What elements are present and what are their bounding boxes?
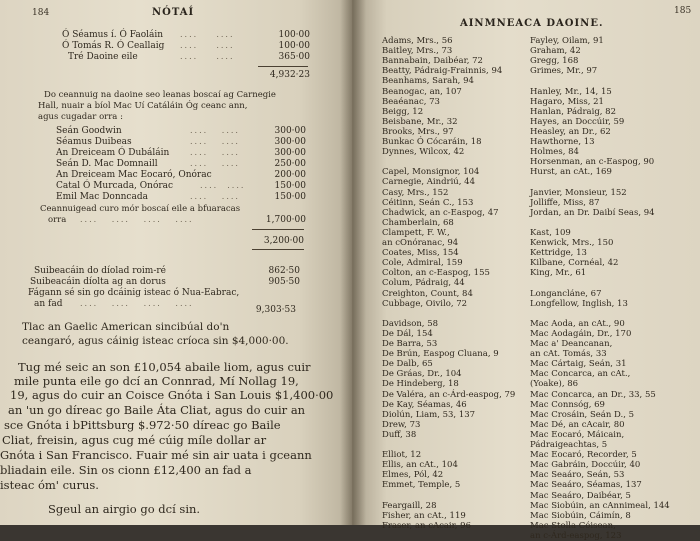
index-entry: Kast, 109 (530, 227, 571, 238)
index-entry: Coates, Miss, 154 (382, 248, 459, 259)
index-entry: Gregg, 168 (530, 56, 579, 67)
subs-line: Fágann sé sin go dcáinig isteac ó Nua-Eabrac, (28, 288, 240, 298)
index-entry: Hayes, an Doccúir, 59 (530, 116, 625, 127)
para-line: Hall, nuair a bíol Mac Uí Catáláin Óg ceanc ann, (38, 101, 248, 111)
index-entry: Fisher, an cAt., 119 (382, 510, 466, 521)
box-amount: 150·00 (274, 181, 306, 191)
top-list-amount: 365·00 (278, 52, 310, 62)
box-note: Ceannuigead curo mór boscaí eile a bfuaracas (40, 204, 241, 214)
index-entry: Casy, Mrs., 152 (382, 187, 449, 198)
index-entry: Mac Aoda, an cAt., 90 (530, 318, 625, 329)
gaelic-american-line: Tlac an Gaelic American sincibúal do'n (22, 321, 230, 333)
index-entry: (Yoake), 86 (530, 379, 579, 390)
index-entry: Elliot, 12 (382, 450, 422, 461)
leader-dots: .... .... (190, 192, 240, 201)
index-entry: Chamberlain, 68 (382, 217, 454, 228)
index-entry: De Dál, 154 (382, 328, 433, 339)
index-entry: Mac Siobúin, Cáimín, 8 (530, 510, 631, 521)
index-entry: Graham, 42 (530, 46, 581, 57)
index-entry: De Valéra, an c-Árd-easpog, 79 (382, 389, 516, 400)
index-entry: Mac Seaáro, Seán, 53 (530, 470, 625, 481)
box-amount: 200·00 (274, 170, 306, 180)
index-entry: Jolliffe, Miss, 87 (530, 197, 600, 208)
index-entry: Céitinn, Seán C., 153 (382, 197, 474, 208)
para-line: Do ceannuig na daoine seo leanas boscaí ag Carnegie (44, 90, 276, 100)
index-entry: Jordan, an Dr. Daibí Seas, 94 (530, 207, 655, 218)
index-entry: De Barra, 53 (382, 339, 438, 349)
leader-dots: .... .... (190, 137, 240, 146)
index-entry: Mac Gabráin, Doccúir, 40 (530, 460, 641, 471)
index-entry: Hawthorne, 13 (530, 137, 595, 147)
box-amount: 150·00 (274, 192, 306, 202)
index-entry: De Gráas, Dr., 104 (382, 369, 462, 380)
index-entry: Kilbane, Cornéal, 42 (530, 258, 619, 269)
index-entry: Mac Eocaró, Recorder, 5 (530, 450, 637, 461)
subs-amount: 9,303·53 (255, 305, 296, 315)
box-amount: 250·00 (274, 159, 306, 169)
index-entry: Carnegie, Aindriú, 44 (382, 177, 475, 188)
top-list-name: Ó Séamus í. Ó Faoláin (62, 30, 164, 40)
story-line: Gnóta i San Francisco. Fuair mé sin air uata i gceann (0, 448, 312, 462)
index-entry: Holmes, 84 (530, 147, 579, 158)
index-entry: Feargaill, 28 (382, 500, 437, 511)
index-entry: Janvier, Monsieur, 152 (530, 187, 627, 198)
index-entry: De Dalb, 65 (382, 359, 433, 370)
index-entry: Hanley, Mr., 14, 15 (530, 86, 612, 97)
index-entry: Hurst, an cAt., 169 (530, 167, 612, 178)
subs-amount: 905·50 (268, 277, 300, 287)
leader-dots: .... .... (190, 159, 240, 168)
running-head-left: NÓTAÍ (152, 7, 195, 18)
sum-rule (258, 66, 308, 67)
leader-dots: .... .... .... .... (80, 215, 194, 224)
index-entry: De Kay, Séamas, 46 (382, 399, 467, 410)
index-entry: Fraser, an cAcair, 96 (382, 520, 471, 531)
index-entry: Mac Seaáro, Daibéar, 5 (530, 490, 631, 501)
box-buyer: Catal Ó Murcada, Onórac (56, 181, 174, 191)
index-entry: Mac a' Deancanan, (530, 339, 613, 349)
index-entry: Beigg, 12 (382, 106, 424, 117)
closing-line: Sgeul an airgio go dcí sin. (48, 502, 201, 516)
index-entry: Davidson, 58 (382, 318, 439, 329)
index-entry: Baitley, Mrs., 73 (382, 46, 453, 57)
top-list-name: Ó Tomás R. Ó Ceallaig (62, 41, 165, 51)
leader-dots: .... .... (180, 52, 235, 61)
top-list-amount: 100·00 (278, 30, 310, 40)
index-entry: Longancláne, 67 (530, 288, 602, 299)
story-line: 19, agus do cuir an Coisce Gnóta i San Louis $1,400·00 (10, 388, 334, 402)
subs-amount: 862·50 (268, 266, 300, 276)
index-entry: Mac Eocaró, Máicain, (530, 429, 625, 440)
index-entry: Mac Seaáro, Séamas, 137 (530, 480, 642, 491)
index-entry: an cAt. Tomás, 33 (530, 349, 607, 360)
subs-line: an fad (34, 299, 63, 309)
index-entry: Brooks, Mrs., 97 (382, 126, 454, 137)
book-gutter (340, 0, 366, 525)
subs-line: Suibeacáin díolta ag an dorus (30, 277, 166, 287)
index-entry: Mac Crosáin, Seán D., 5 (530, 409, 635, 420)
index-entry: Hanlan, Pádraig, 82 (530, 106, 616, 117)
story-line: sce Gnóta i bPittsburg $.972·50 díreac go Baile (4, 418, 281, 432)
page-number-left: 184 (32, 8, 50, 18)
index-entry: Beanhams, Sarah, 94 (382, 76, 474, 87)
box-total: 3,200·00 (263, 236, 304, 246)
box-amount: 300·00 (274, 137, 306, 147)
leader-dots: .... .... (180, 41, 235, 50)
index-entry: Ellis, an cAt., 104 (382, 460, 458, 471)
story-line: an 'un go díreac go Baile Áta Cliat, agus do cuir an (8, 403, 306, 417)
story-line: Cliat, freisin, agus cug mé cúig míle dollar ar (2, 433, 267, 447)
index-entry: Heasley, an Dr., 62 (530, 126, 611, 137)
box-amount: 300·00 (274, 126, 306, 136)
leader-dots: .... .... .... .... (80, 299, 194, 308)
index-entry: Capel, Monsignor, 104 (382, 167, 480, 178)
index-entry: Grimes, Mr., 97 (530, 66, 598, 77)
left-page (0, 0, 352, 525)
index-entry: Mac Concarca, an cAt., (530, 369, 631, 380)
index-entry: Horsenman, an c-Easpog, 90 (530, 157, 655, 168)
index-entry: Duff, 38 (382, 429, 417, 440)
index-entry: Mac Stolla Cóisean, (530, 520, 616, 531)
index-entry: Cole, Admiral, 159 (382, 258, 463, 269)
leader-dots: .... .... (180, 30, 235, 39)
story-line: Tug mé seic an son £10,054 abaile liom, agus cuir (18, 360, 311, 374)
story-line: mile punta eile go dcí an Connrad, Mí Nollag 19, (14, 374, 299, 388)
index-entry: Mac Aodagáin, Dr., 170 (530, 328, 632, 339)
box-buyer: Emil Mac Donncada (56, 192, 148, 202)
box-amount: 300·00 (274, 148, 306, 158)
sum-rule (252, 249, 304, 250)
story-line: bliadain eile. Sin os cionn £12,400 an fad a (0, 463, 252, 477)
box-note: orra (48, 215, 67, 225)
box-buyer: Seán D. Mac Domnaill (56, 159, 158, 169)
index-entry: Diolún, Liam, 53, 137 (382, 409, 476, 420)
leader-dots: .... .... (200, 181, 246, 190)
index-entry: Mac Dé, an cAcair, 80 (530, 419, 625, 430)
index-entry: Mac Cártaig, Seán, 31 (530, 359, 627, 370)
index-entry: Chadwick, an c-Easpog, 47 (382, 207, 499, 218)
index-entry: Emmet, Temple, 5 (382, 480, 461, 491)
sum-rule (252, 229, 304, 230)
right-page (352, 0, 700, 541)
index-entry: De Brún, Easpog Cluana, 9 (382, 349, 499, 360)
top-list-name: Tré Daoine eile (68, 52, 138, 62)
subs-line: Suibeacáin do díolad roim-ré (34, 266, 167, 276)
index-entry: Clampett, F. W., (382, 227, 450, 238)
index-entry: Mac Connsóg, 69 (530, 399, 605, 410)
story-line: isteac óm' curus. (0, 478, 99, 492)
box-buyer: Séamus Duibeas (56, 137, 132, 147)
index-entry: Drew, 73 (382, 419, 421, 430)
running-head-right: AINMNEACA DAOINE. (460, 18, 604, 29)
index-entry: King, Mr., 61 (530, 268, 587, 279)
box-buyer: An Dreiceam Mac Eocaró, Onórac (56, 170, 212, 180)
leader-dots: .... .... (190, 126, 240, 135)
box-note-amount: 1,700·00 (265, 215, 306, 225)
index-entry: Longfellow, Inglish, 13 (530, 298, 628, 309)
index-entry: Mac Concarca, an Dr., 33, 55 (530, 389, 656, 400)
index-entry: Bannabain, Daibéar, 72 (382, 56, 483, 67)
index-entry: Kenwick, Mrs., 150 (530, 238, 614, 248)
index-entry: Colton, an c-Easpog, 155 (382, 268, 490, 279)
index-entry: Beaéanac, 73 (382, 96, 440, 107)
index-entry: Colum, Pádraig, 44 (382, 278, 465, 289)
para-line: agus cugadar orra : (38, 112, 123, 122)
top-total: 4,932·23 (269, 70, 310, 80)
index-entry: an c-Árd-easpog, 123 (530, 530, 622, 541)
index-entry: Elmes, Pól, 42 (382, 470, 444, 481)
index-entry: Beanogac, an, 107 (382, 86, 462, 97)
index-entry: Kettridge, 13 (530, 248, 587, 259)
index-entry: Beatty, Pádraig-Frainnis, 94 (382, 66, 503, 77)
index-entry: Beisbane, Mr., 32 (382, 116, 458, 127)
leader-dots: .... .... (190, 148, 240, 157)
index-entry: Cubbage, Oivilo, 72 (382, 298, 468, 309)
index-entry: Hagaro, Miss, 21 (530, 96, 604, 107)
index-entry: Dynnes, Wilcox, 42 (382, 147, 465, 158)
index-entry: Pádraigeachtas, 5 (530, 440, 608, 450)
index-entry: Fayley, Oilam, 91 (530, 36, 604, 46)
index-entry: Creighton, Count, 84 (382, 288, 473, 299)
index-entry: Adams, Mrs., 56 (382, 36, 453, 46)
page-number-right: 185 (674, 6, 692, 16)
top-list-amount: 100·00 (278, 41, 310, 51)
index-entry: Bunkac Ó Cócaráin, 18 (382, 137, 482, 147)
gaelic-american-line: ceangaró, agus cáinig isteac críoca sin $4,000·00. (22, 335, 289, 347)
index-entry: De Hindeberg, 18 (382, 379, 459, 390)
box-buyer: An Dreiceam Ó Dubáláin (56, 148, 170, 158)
index-entry: an cOnóranac, 94 (382, 238, 459, 248)
index-entry: Mac Siobúin, an cAnnimeal, 144 (530, 500, 670, 511)
box-buyer: Seán Goodwin (56, 126, 122, 136)
